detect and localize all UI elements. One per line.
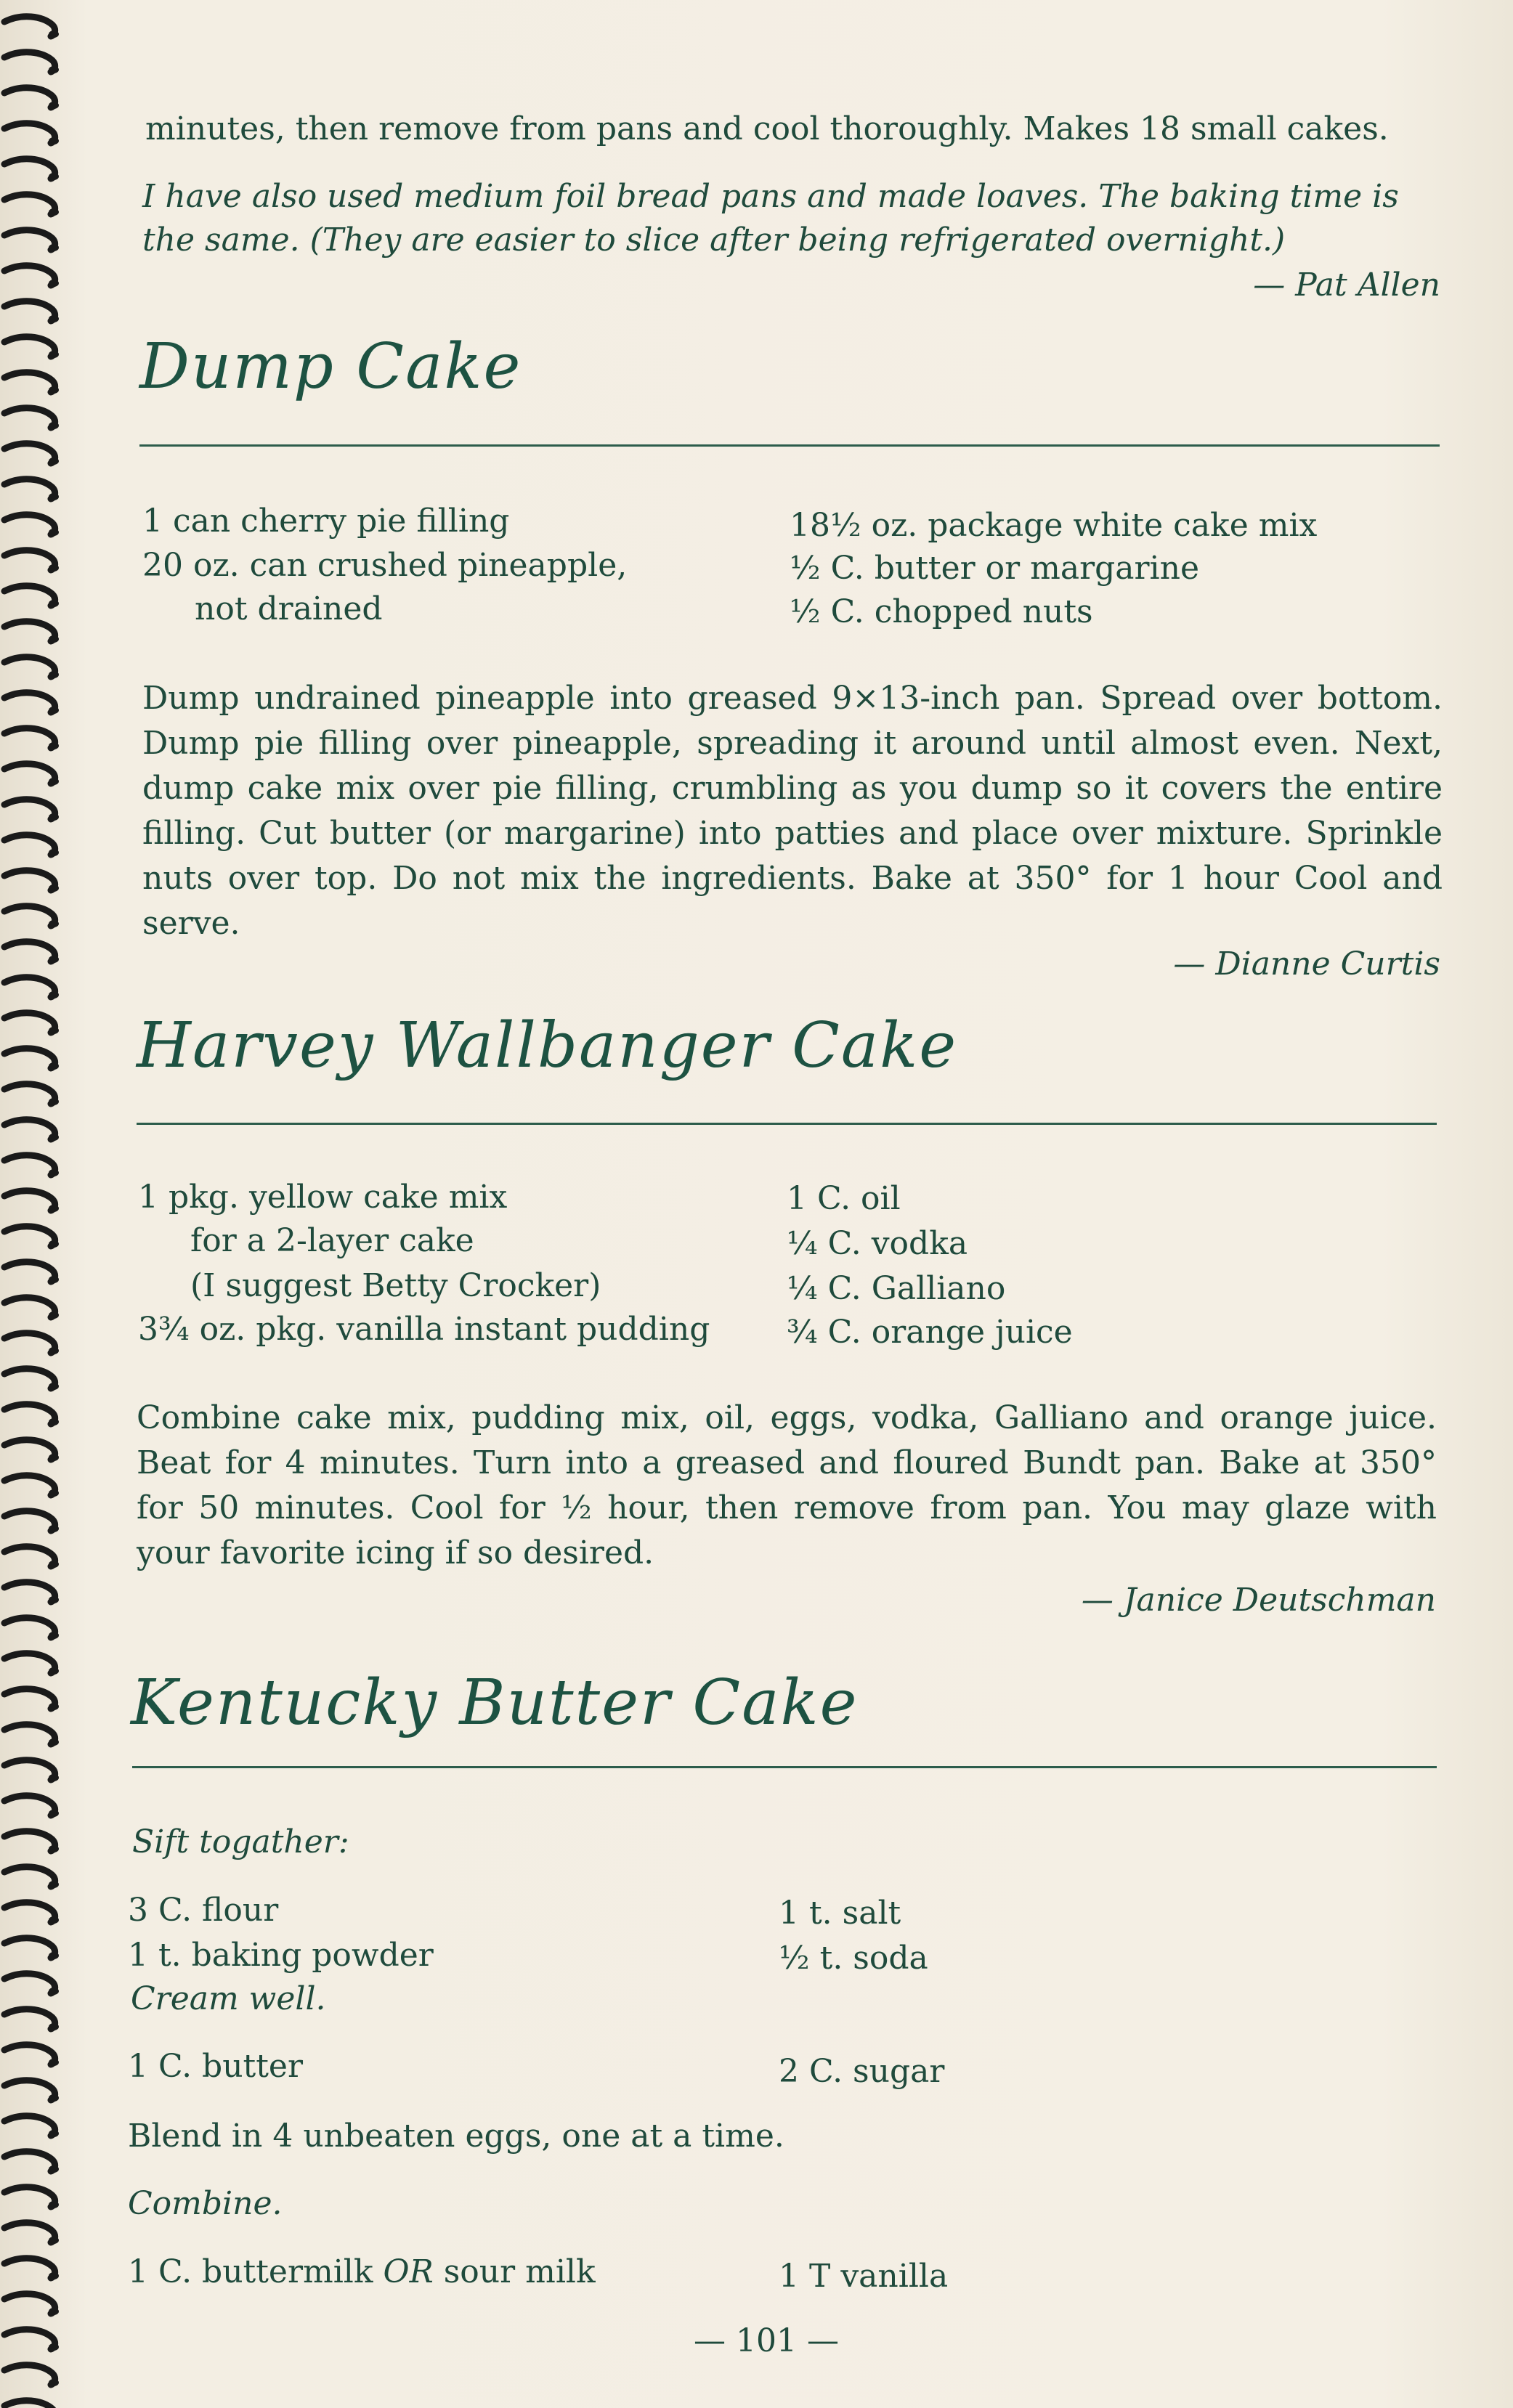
spiral-coil [4, 1903, 59, 1924]
ingredient: 1 can cherry pie filling [142, 503, 510, 540]
spiral-coil [4, 977, 59, 998]
spiral-coil [4, 1369, 59, 1390]
spiral-binding [0, 0, 80, 2408]
spiral-coil [4, 1013, 59, 1034]
spiral-coil [4, 2080, 59, 2102]
spiral-coil [4, 586, 59, 607]
spiral-coil [4, 17, 59, 38]
spiral-coil [4, 2223, 59, 2244]
author-janice-deutschman: — Janice Deutschman [1081, 1582, 1436, 1619]
spiral-coil [4, 2187, 59, 2208]
recipe-title-kentucky-butter-cake: Kentucky Butter Cake [131, 1667, 859, 1739]
ingredient: 18½ oz. package white cake mix [790, 507, 1318, 544]
ingredient: 1 t. baking powder [128, 1937, 434, 1974]
spiral-coil [4, 1831, 59, 1852]
spiral-coil [4, 159, 59, 180]
spiral-coil [4, 1689, 59, 1710]
spiral-coil [4, 1333, 59, 1354]
spiral-coil [4, 835, 59, 856]
spiral-coil [4, 1120, 59, 1141]
ingredient-part: sour milk [433, 2253, 596, 2290]
author-pat-allen: — Pat Allen [1253, 267, 1440, 304]
step-label: Combine. [128, 2185, 283, 2222]
spiral-coil [4, 1796, 59, 1817]
spiral-coil [4, 1760, 59, 1781]
spiral-coil [4, 764, 59, 785]
spiral-coil [4, 1440, 59, 1461]
title-divider [137, 1123, 1437, 1125]
spiral-coil [4, 444, 59, 465]
ingredient: 1 C. oil [787, 1180, 901, 1217]
ingredient: ½ C. butter or margarine [790, 550, 1200, 587]
step-instruction: Blend in 4 unbeaten eggs, one at a time. [128, 2118, 784, 2155]
spiral-coil [4, 230, 59, 251]
spiral-coil [4, 800, 59, 821]
spiral-coil [4, 1938, 59, 1959]
spiral-coil [4, 266, 59, 287]
author-dianne-curtis: — Dianne Curtis [1173, 945, 1440, 983]
recipe-directions: Dump undrained pineapple into greased 9×13-inch pan. Spread over bottom. Dump pie filling over pineapple, spreading it around until almost even. Next, dump cake mix over pie filling, crumbling as you dump so it covers the entire filling. Cut butter (or margarine) into patties and place over mixture. Sprinkle nuts over top. Do not mix the ingredients. Bake at 350° for 1 hour Cool and serve. [142, 680, 1443, 942]
ingredient: ½ C. chopped nuts [790, 593, 1093, 630]
spiral-coil [4, 657, 59, 678]
spiral-coil [4, 1404, 59, 1425]
spiral-coil [4, 2116, 59, 2137]
spiral-coil [4, 1476, 59, 1497]
ingredient: ¼ C. Galliano [787, 1270, 1006, 1307]
spiral-coil [4, 1511, 59, 1532]
spiral-coil [4, 1227, 59, 1248]
spiral-coil [4, 88, 59, 109]
spiral-coil [4, 1654, 59, 1675]
spiral-coil [4, 1262, 59, 1283]
spiral-coil [4, 1547, 59, 1568]
ingredient: 1 T vanilla [779, 2258, 949, 2295]
spiral-coil [4, 123, 59, 145]
spiral-coil [4, 373, 59, 394]
ingredient: 20 oz. can crushed pineapple, [142, 547, 628, 584]
spiral-coil [4, 1725, 59, 1746]
spiral-coil [4, 622, 59, 643]
spiral-coil [4, 195, 59, 216]
spiral-coil [4, 2365, 59, 2386]
ingredient: 1 C. butter [128, 2048, 303, 2085]
spiral-coil [4, 1191, 59, 1212]
spiral-coil [4, 408, 59, 429]
ingredient: ¼ C. vodka [787, 1225, 968, 1262]
spiral-coil [4, 2258, 59, 2279]
ingredient: for a 2-layer cake [190, 1222, 474, 1259]
spiral-coil [4, 2294, 59, 2315]
spiral-coil [4, 728, 59, 749]
spiral-coil [4, 479, 59, 500]
title-divider [132, 1766, 1437, 1768]
spiral-coil [4, 2045, 59, 2066]
spiral-coil [4, 2152, 59, 2173]
ingredient: ½ t. soda [779, 1940, 928, 1977]
spiral-coil [4, 2330, 59, 2351]
spiral-coil [4, 1049, 59, 1070]
spiral-coil [4, 550, 59, 572]
ingredient: (I suggest Betty Crocker) [190, 1267, 601, 1304]
title-divider [139, 444, 1440, 447]
step-label: Sift togather: [132, 1823, 349, 1860]
ingredient-or: OR [383, 2253, 434, 2290]
spiral-coil [4, 301, 59, 322]
continuation-text: minutes, then remove from pans and cool thoroughly. Makes 18 small cakes. [145, 110, 1389, 147]
spiral-coil [4, 515, 59, 536]
ingredient: not drained [195, 590, 383, 627]
spiral-coil [4, 2009, 59, 2030]
spiral-coil [4, 693, 59, 714]
spiral-coil [4, 1582, 59, 1603]
note-line-2: the same. (They are easier to slice after being refrigerated overnight.) [142, 221, 1286, 259]
ingredient: 1 t. salt [779, 1895, 901, 1932]
spiral-coil [4, 871, 59, 892]
recipe-directions: Combine cake mix, pudding mix, oil, eggs, vodka, Galliano and orange juice. Beat for 4 minutes. Turn into a greased and floured Bundt pan. Bake at 350° for 50 minutes. Cool for ½ hour, then remove from pan. You may glaze with your favorite icing if so desired. [137, 1399, 1437, 1571]
ingredient: 1 pkg. yellow cake mix [138, 1179, 508, 1216]
spiral-coil [4, 1974, 59, 1995]
spiral-coil [4, 337, 59, 358]
spiral-coil [4, 1618, 59, 1639]
note-line-1: I have also used medium foil bread pans and made loaves. The baking time is [142, 178, 1399, 215]
spiral-coil [4, 1155, 59, 1176]
ingredient: 3¾ oz. pkg. vanilla instant pudding [138, 1311, 710, 1348]
ingredient: 2 C. sugar [779, 2053, 945, 2090]
spiral-coil [4, 52, 59, 73]
spiral-coil [4, 2401, 59, 2408]
recipe-title-dump-cake: Dump Cake [139, 330, 522, 403]
ingredient: ¾ C. orange juice [787, 1314, 1073, 1351]
step-label: Cream well. [131, 1980, 326, 2017]
spiral-coil [4, 942, 59, 963]
spiral-coil [4, 1867, 59, 1888]
ingredient-part: 1 C. buttermilk [128, 2253, 384, 2290]
ingredient-combine [128, 2250, 596, 2295]
recipe-title-harvey-wallbanger: Harvey Wallbanger Cake [137, 1009, 958, 1082]
spiral-coil [4, 1084, 59, 1105]
page-number: — 101 — [694, 2322, 839, 2359]
spiral-coil [4, 906, 59, 927]
spiral-coil [4, 1298, 59, 1319]
ingredient: 3 C. flour [128, 1892, 279, 1929]
